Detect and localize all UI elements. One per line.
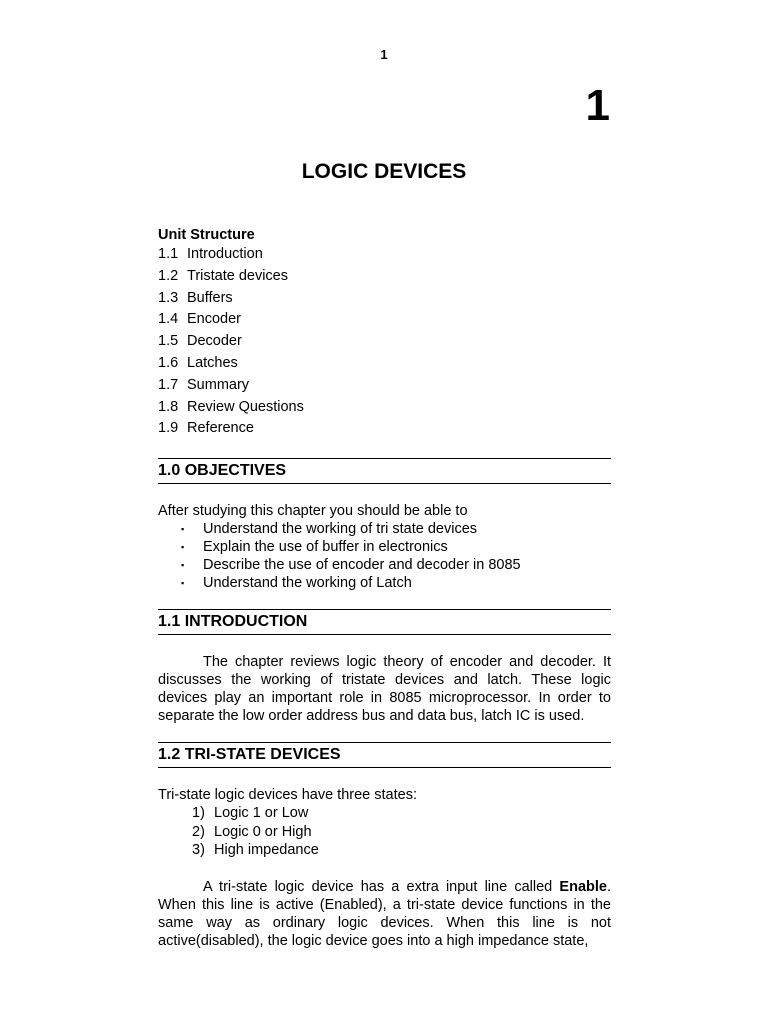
tristate-paragraph-rest: . When this line is active (Enabled), a tri-state device functions in the same way as ordinary logic devices. When this line is not active(disabled), the logic device goes into a high impedance state, [158,878,611,949]
toc-item [158,309,611,331]
toc-item-number: 1.3 [158,289,179,306]
toc-item-number: 1.6 [158,354,179,371]
toc-item [158,244,611,266]
toc-item-label: Decoder [187,333,242,350]
toc-item-number: 1.4 [158,311,179,328]
objective-text: Understand the working of tri state devices [203,521,478,538]
bullet-square-icon: ▪ [181,578,185,589]
objective-item [158,520,611,538]
objectives-heading: 1.0 OBJECTIVES [158,458,611,484]
bullet-square-icon: ▪ [181,542,185,553]
objective-item [158,538,611,556]
state-item [158,804,611,823]
tristate-intro: Tri-state logic devices have three states: [158,787,417,804]
state-label: High impedance [214,842,319,859]
toc-item-number: 1.5 [158,333,179,350]
page-number-top: 1 [380,47,388,62]
toc-item [158,353,611,375]
objective-text: Explain the use of buffer in electronics [203,539,448,556]
objective-item [158,574,611,592]
state-label: Logic 1 or Low [214,805,309,822]
toc-item-number: 1.1 [158,246,179,262]
toc-item-label: Review Questions [187,398,304,415]
introduction-heading: 1.1 INTRODUCTION [158,609,611,635]
state-number: 3) [192,842,205,859]
toc-item [158,397,611,419]
state-item [158,823,611,842]
state-number: 1) [192,805,205,822]
toc-item-label: Introduction [187,246,263,262]
toc-item-number: 1.7 [158,376,179,393]
toc-item [158,288,611,310]
toc-item-number: 1.9 [158,420,179,437]
toc-item-label: Buffers [187,289,233,306]
bullet-square-icon: ▪ [181,560,185,571]
objective-item [158,556,611,574]
toc-item-label: Tristate devices [187,267,288,284]
toc-item-number: 1.2 [158,267,179,284]
page-content [158,226,611,950]
chapter-title: LOGIC DEVICES [301,160,467,183]
bullet-square-icon: ▪ [181,524,185,535]
unit-structure-list [158,244,611,440]
toc-item [158,375,611,397]
tristate-paragraph [158,878,611,950]
objective-text: Describe the use of encoder and decoder in 8085 [203,557,521,574]
tristate-paragraph-start: A tri-state logic device has a extra input line called [203,878,560,895]
objectives-list [158,520,611,592]
objectives-intro: After studying this chapter you should be able to [158,503,468,520]
state-number: 2) [192,823,205,840]
toc-item-label: Latches [187,354,238,371]
toc-item-number: 1.8 [158,398,179,415]
toc-item [158,418,611,440]
objective-text: Understand the working of Latch [203,575,412,592]
unit-structure-heading: Unit Structure [158,227,255,243]
state-label: Logic 0 or High [214,823,312,840]
tristate-heading: 1.2 TRI-STATE DEVICES [158,742,611,768]
chapter-number: 1 [585,81,610,130]
toc-item-label: Summary [187,376,250,393]
toc-item [158,331,611,353]
toc-item [158,266,611,288]
state-item [158,841,611,860]
tristate-states-list [158,804,611,860]
introduction-body: The chapter reviews logic theory of encoder and decoder. It discusses the working of tristate devices and latch. These logic devices play an important role in 8085 microprocessor. In order to separate the low order address bus and data bus, latch IC is used. [158,654,611,725]
toc-item-label: Encoder [187,311,242,328]
toc-item-label: Reference [187,420,254,437]
enable-term: Enable [559,878,607,895]
